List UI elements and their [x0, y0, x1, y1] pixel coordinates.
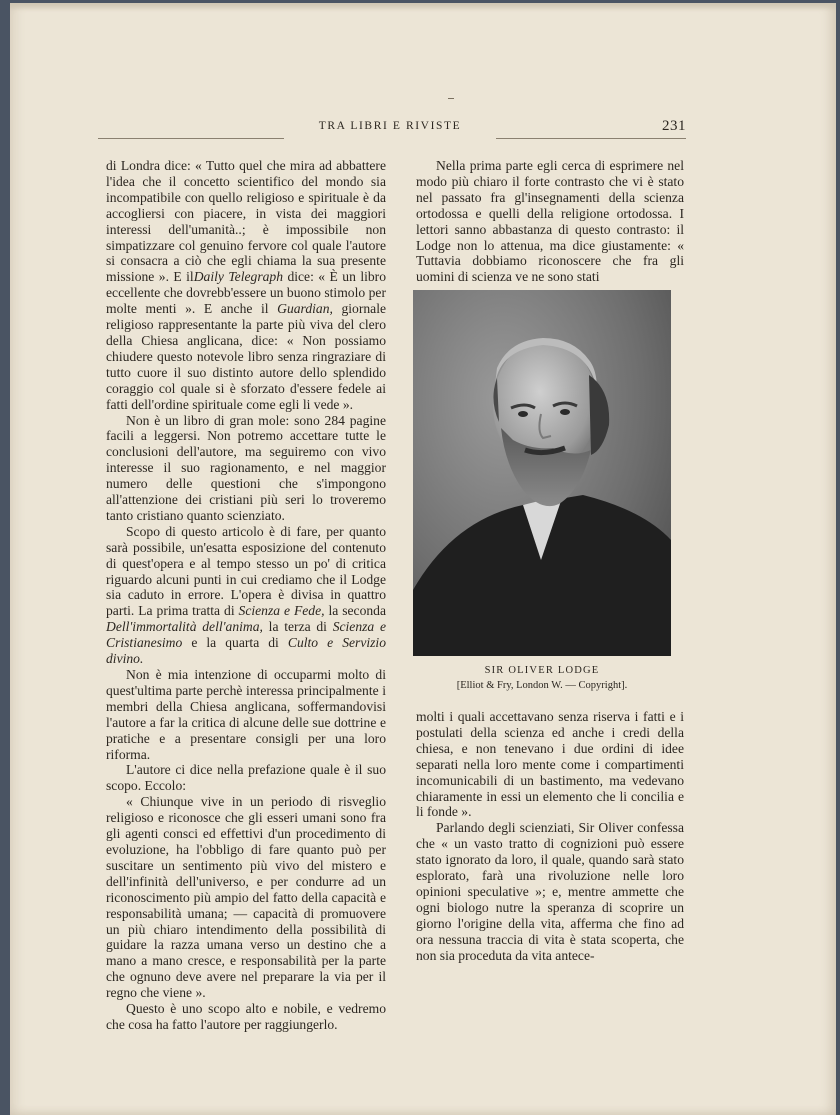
paragraph	[106, 667, 386, 762]
book-page	[10, 3, 836, 1115]
body-text: L'autore ci dice nella prefazione quale è il suo scopo. Eccolo:	[106, 762, 386, 794]
header-rule-left	[98, 138, 284, 139]
italic-text: Dell'immortalità dell'anima,	[106, 619, 263, 635]
body-text: dice: « È un libro eccellente che dovrebb'essere un buono stimolo per molte menti ». E anche il	[106, 269, 386, 317]
paragraph	[106, 524, 386, 667]
paragraph	[106, 413, 386, 524]
paragraph	[416, 820, 684, 963]
running-title: TRA LIBRI E RIVISTE	[318, 120, 462, 132]
portrait-photo	[413, 290, 671, 656]
body-text: giornale religioso rappresentante la parte più viva del clero della Chiesa anglicana, dice: « Non possiamo chiudere questo notevole libro senza ringraziare di tutto cuore il suo distinto autore dello splendido coraggio col quale si è sforzato d'essere fedele ai fatti dell'ordine spirituale come egli li vede ».	[106, 301, 387, 412]
body-text: Scopo di questo articolo è di fare, per quanto sarà possibile, un'esatta esposizione del contenuto di quest'opera e al tempo stesso un po' di critica riguardo alcuni punti in cui crediamo che il Lodge sia caduto in errore. L'opera è divisa in quattro parti. La prima tratta di	[106, 523, 386, 619]
print-mark	[448, 98, 454, 99]
running-header	[98, 120, 686, 144]
header-rule-right	[496, 138, 686, 139]
italic-text: Culto e Servizio divino.	[106, 635, 386, 667]
italic-text: Daily Telegraph	[193, 269, 283, 285]
italic-text: Scienza e Cristianesimo	[106, 619, 386, 651]
paragraph	[106, 1001, 386, 1033]
portrait-caption-name: SIR OLIVER LODGE	[484, 665, 600, 676]
portrait-caption-credit: [Elliot & Fry, London W. — Copyright].	[456, 680, 628, 691]
paragraph	[416, 709, 684, 820]
body-text: Questo è uno scopo alto e nobile, e vedremo che cosa ha fatto l'autore per raggiungerlo.	[106, 1001, 386, 1032]
paragraph	[106, 762, 386, 794]
italic-text: Scienza e Fede,	[238, 603, 325, 619]
paragraph	[106, 158, 386, 413]
body-text: Non è un libro di gran mole: sono 284 pagine facili a leggersi. Non potremo accettare tutte le conclusioni dell'autore, ma seguiremo con vivo interesse il suo ragionamento, e nel maggior numero delle questioni che s'impongono all'attenzione dei cristiani più seri lo troveremo tanto cristiano quanto scienziato.	[106, 412, 386, 523]
page-number: 231	[662, 118, 686, 134]
body-text: Non è mia intenzione di occuparmi molto di quest'ultima parte perchè interessa principalmente i membri della Chiesa anglicana, soffermandovisi l'autore a far la critica di alcune delle sue dottrine e pratiche e a presentare consigli per una loro riforma.	[106, 667, 386, 762]
body-text: molti i quali accettavano senza riserva i fatti e i postulati della scienza ed anche i credi della chiesa, e non tenevano i due ordini di idee separati nella loro mente come i compartimenti incomunicabili di un bastimento, ma vedevano chiaramente in essi un elemento che li concilia e li fonde ».	[416, 709, 684, 820]
body-text: « Chiunque vive in un periodo di risveglio religioso e riconosce che gli esseri umani sono fra gli agenti consci ed effettivi d'un procedimento di evoluzione, ha l'obbligo di fare quanto può per suscitare un sentimento più vivo del mistero e dell'infinità dell'universo, e per condurre ad un riconoscimento più ampio del fatto della capacità e responsabilità umana; — capacità di promuovere un più chiaro intendimento della possibilità di guidare la razza umana verso un destino che a mano a mano cresce, e responsabilità per la parte che ognuno deve avere nel preparare la via per il regno che viene ».	[106, 794, 386, 1001]
right-column-bottom	[416, 709, 684, 964]
paragraph	[416, 158, 684, 285]
paragraph	[106, 794, 386, 1001]
body-text: Nella prima parte egli cerca di esprimere nel modo più chiaro il forte contrasto che vi è stato nel passato fra gl'insegnamenti della scienza ortodossa e quelli della religione ortodossa. I lettori sanno abbastanza di questo contrasto: il Lodge non lo attenua, ma dice giustamente: « Tuttavia dobbiamo riconoscere che fra gli uomini di scienza ve ne sono stati	[416, 158, 684, 285]
italic-text: Guardian,	[277, 301, 333, 317]
body-text: e la quarta di	[182, 635, 288, 651]
right-column-top	[416, 158, 684, 285]
body-text: di Londra dice: « Tutto quel che mira ad abbattere l'idea che il concetto scientifico del mondo sia incompatibile con quello religioso e spirituale è da accogliersi con piacere, in vista dei maggiori interessi dell'umanità..; è impossibile non simpatizzare col genuino fervore col quale l'autore si consacra a ciò che egli chiama la sua presente missione ». E il	[106, 158, 386, 285]
body-text: la seconda	[324, 603, 386, 619]
portrait-illustration	[413, 290, 671, 656]
left-column	[106, 158, 386, 1033]
body-text: Parlando degli scienziati, Sir Oliver confessa che « un vasto tratto di cognizioni può essere stato ignorato da loro, il quale, quando sarà stato esplorato, farà una rivoluzione nelle loro opinioni speculative »; e, mentre ammette che ogni biologo nutre la speranza di scoprire un giorno l'origine della vita, afferma che fino ad ora nessuna traccia di vita è stata scoperta, che non sia proceduta da vita antece-	[416, 820, 684, 963]
body-text: la terza di	[262, 619, 333, 635]
